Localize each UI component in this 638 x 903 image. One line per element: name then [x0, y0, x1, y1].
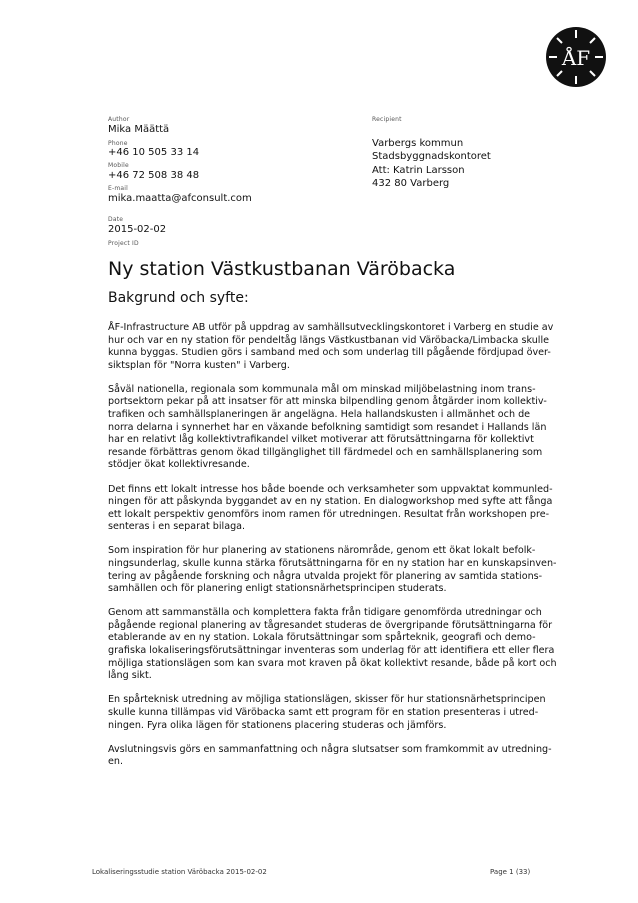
paragraph-line: siktsplan för "Norra kusten" i Varberg. [108, 359, 290, 371]
paragraph-line: stödjer ökat kollektivresande. [108, 459, 250, 471]
paragraph [108, 322, 568, 372]
project-id-label: Project ID [108, 240, 139, 247]
paragraph-line: Genom att sammanställa och komplettera fakta från tidigare genomförda utredningar och [108, 607, 542, 619]
phone-number: +46 10 505 33 14 [108, 147, 200, 158]
email-address: mika.maatta@afconsult.com [108, 193, 252, 204]
author-name: Mika Määttä [108, 124, 170, 135]
date-value: 2015-02-02 [108, 224, 167, 235]
paragraph-line: En spårteknisk utredning av möjliga stationslägen, skisser för hur stationsnärhetsprincipen [108, 694, 546, 706]
recipient-address [372, 137, 491, 191]
author-label: Author [108, 116, 130, 123]
paragraph-line: etablerande av en ny station. Lokala förutsättningar som spårteknik, geografi och demo- [108, 632, 536, 644]
email-label: E-mail [108, 185, 129, 192]
paragraph [108, 384, 568, 472]
paragraph-line: samhällen och för planering enligt stationsnärhetsprincipen studerats. [108, 583, 447, 595]
date-label: Date [108, 216, 124, 223]
paragraph [108, 744, 568, 769]
paragraph-line: trafiken och samhällsplaneringen är angelägna. Hela hallandskusten i allmänhet och de [108, 409, 531, 421]
recipient-label: Recipient [372, 116, 402, 123]
paragraph-line: en. [108, 756, 124, 768]
paragraph-line: har en relativt låg kollektivtrafikandel vilket motiverar att förutsättningarna för kollektivt [108, 434, 534, 446]
paragraph-line: lång sikt. [108, 670, 152, 682]
paragraph-line: hur och var en ny station för pendeltåg längs Västkustbanan vid Väröbacka/Limbacka skulle [108, 334, 550, 346]
phone-label: Phone [108, 140, 128, 147]
paragraph [108, 484, 568, 534]
section-heading: Bakgrund och syfte: [108, 290, 249, 306]
paragraph-line: senteras i en separat bilaga. [108, 521, 246, 533]
paragraph-line: Avslutningsvis görs en sammanfattning och några slutsatser som framkommit av utredning- [108, 743, 552, 755]
mobile-number: +46 72 508 38 48 [108, 170, 200, 181]
paragraph-line: ÅF-Infrastructure AB utför på uppdrag av samhällsutvecklingskontoret i Varberg en studie av [108, 322, 554, 333]
paragraph-line: portsektorn pekar på att insatser för att minska bilpendling genom åtgärder inom kollektiv- [108, 396, 547, 408]
paragraph-line: pågående regional planering av tågresandet studeras de övergripande förutsättningarna för [108, 619, 553, 631]
recipient-line: Varbergs kommun [372, 138, 464, 149]
paragraph-line: grafiska lokaliseringsförutsättningar inventeras som underlag för att identifiera ett eller flera [108, 645, 555, 657]
recipient-line: 432 80 Varberg [372, 178, 450, 190]
paragraph-line: Det finns ett lokalt intresse hos både boende och verksamheter som uppvaktat kommunled- [108, 483, 553, 495]
paragraph-line: Som inspiration för hur planering av stationens närområde, genom ett ökat lokalt befolk- [108, 545, 536, 557]
paragraph-line: ett lokalt perspektiv genomförs inom ramen för utredningen. Resultat från workshopen pre- [108, 508, 550, 520]
paragraph-line: norra delarna i synnerhet har en växande befolkning samtidigt som resandet i Hallands län [108, 421, 547, 433]
paragraph-line: ningen. Fyra olika lägen för stationens placering studeras och jämförs. [108, 719, 447, 731]
paragraph-line: ningen för att påskynda byggandet av en ny station. En dialogworkshop med syfte att fånga [108, 496, 553, 508]
paragraph-line: möjliga stationslägen som kan svara mot kraven på ökat kollektivt resande, både på kort och [108, 657, 557, 669]
paragraph-line: Såväl nationella, regionala som kommunala mål om minskad miljöbelastning inom trans- [108, 383, 536, 395]
footer-document-name: Lokaliseringsstudie station Väröbacka 2015-02-02 [92, 868, 267, 876]
paragraph-line: resande förbättras genom ökad tillgänglighet till färdmedel och en samhällsplanering som [108, 446, 543, 458]
paragraph-line: skulle kunna tillämpas vid Väröbacka samt ett program för en station presenteras i utred- [108, 706, 539, 718]
mobile-label: Mobile [108, 162, 129, 169]
footer-page-number: Page 1 (33) [490, 868, 531, 876]
recipient-line: Stadsbyggnadskontoret [372, 151, 491, 163]
af-logo [545, 26, 607, 88]
paragraph [108, 694, 568, 732]
paragraph-line: kunna byggas. Studien görs i samband med och som underlag till pågående fördjupad över- [108, 347, 551, 359]
document-body [108, 322, 568, 780]
svg-text:ÅF: ÅF [561, 46, 591, 70]
paragraph-line: ningsunderlag, skulle kunna stärka förutsättningarna för en ny station har en kunskapsinven- [108, 558, 557, 569]
recipient-line: Att: Katrin Larsson [372, 164, 465, 176]
paragraph [108, 607, 568, 683]
document-title: Ny station Västkustbanan Väröbacka [108, 258, 456, 280]
paragraph-line: tering av pågående forskning och några utvalda projekt för planering av samtida stations- [108, 570, 543, 582]
paragraph [108, 545, 568, 595]
